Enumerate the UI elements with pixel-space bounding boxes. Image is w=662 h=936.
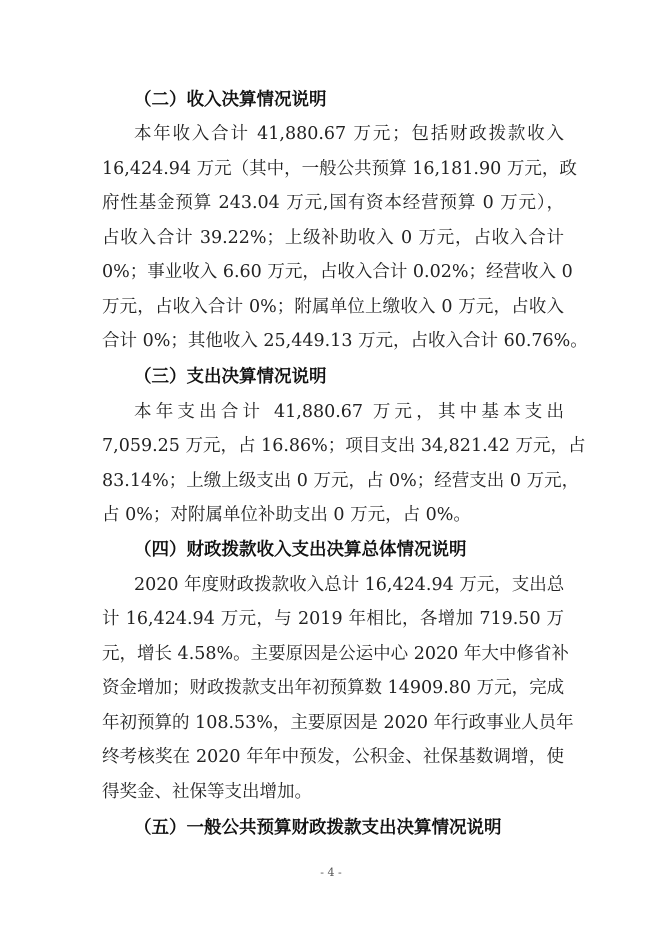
paragraph-line: 占收入合计 39.22%；上级补助收入 0 万元，占收入合计 (102, 228, 564, 248)
paragraph-line: 0%；事业收入 6.60 万元，占收入合计 0.02%；经营收入 0 (102, 262, 573, 282)
paragraph-line: 万元，占收入合计 0%；附属单位上缴收入 0 万元，占收入 (102, 297, 564, 317)
section-heading-income: （二）收入决算情况说明 (134, 90, 327, 110)
paragraph-line: 16,424.94 万元（其中，一般公共预算 16,181.90 万元，政 (102, 159, 577, 179)
section-heading-general-budget: （五）一般公共预算财政拨款支出决算情况说明 (134, 818, 502, 838)
paragraph-line: 资金增加；财政拨款支出年初预算数 14909.80 万元，完成 (102, 678, 565, 698)
paragraph-line: 计 16,424.94 万元，与 2019 年相比，各增加 719.50 万 (102, 609, 564, 629)
paragraph-line: 终考核奖在 2020 年年中预发，公积金、社保基数调增，使 (102, 747, 564, 767)
paragraph-line: 本年支出合计 41,880.67 万元，其中基本支出 (134, 402, 564, 422)
page-number: - 4 - (320, 866, 342, 879)
paragraph-line: 本年收入合计 41,880.67 万元；包括财政拨款收入 (134, 124, 564, 144)
paragraph-line: 83.14%；上缴上级支出 0 万元，占 0%；经营支出 0 万元， (102, 471, 580, 491)
paragraph-line: 7,059.25 万元，占 16.86%；项目支出 34,821.42 万元，占 (102, 436, 586, 456)
paragraph-line: 得奖金、社保等支出增加。 (102, 782, 312, 802)
section-heading-expenditure: （三）支出决算情况说明 (134, 367, 327, 387)
paragraph-line: 元，增长 4.58%。主要原因是公运中心 2020 年大中修省补 (102, 644, 569, 664)
paragraph-line: 年初预算的 108.53%，主要原因是 2020 年行政事业人员年 (102, 713, 574, 733)
paragraph-line: 合计 0%；其他收入 25,449.13 万元，占收入合计 60.76%。 (102, 331, 588, 351)
paragraph-line: 占 0%；对附属单位补助支出 0 万元，占 0%。 (102, 505, 471, 525)
section-heading-fiscal-overall: （四）财政拨款收入支出决算总体情况说明 (134, 540, 467, 560)
paragraph-line: 2020 年度财政拨款收入总计 16,424.94 万元，支出总 (134, 575, 565, 595)
paragraph-line: 府性基金预算 243.04 万元,国有资本经营预算 0 万元）， (102, 193, 564, 213)
